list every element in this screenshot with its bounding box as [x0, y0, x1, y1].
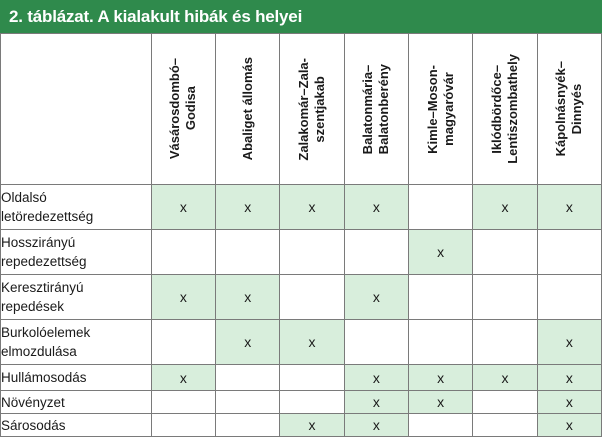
marked-cell: x [409, 230, 473, 275]
marked-cell: x [151, 185, 215, 230]
marked-cell: x [537, 320, 601, 365]
marked-cell: x [344, 365, 408, 391]
marked-cell: x [537, 391, 601, 414]
column-header [216, 34, 280, 185]
empty-cell [344, 320, 408, 365]
column-header [409, 34, 473, 185]
row-label: Keresztirányú repedések [1, 275, 152, 320]
marked-cell: x [344, 414, 408, 437]
row-label: Sárosodás [1, 414, 152, 437]
column-header-label: Kimle–Moson- magyaróvár [424, 64, 456, 154]
table-row [1, 391, 602, 414]
empty-cell [216, 391, 280, 414]
table-row [1, 230, 602, 275]
table-row [1, 320, 602, 365]
marked-cell: x [537, 185, 601, 230]
column-header-label: Balatonmária– Balatonberény [360, 63, 392, 155]
marked-cell: x [344, 185, 408, 230]
empty-cell [473, 320, 537, 365]
column-header [344, 34, 408, 185]
marked-cell: x [473, 185, 537, 230]
column-header [473, 34, 537, 185]
empty-cell [151, 391, 215, 414]
marked-cell: x [280, 320, 344, 365]
marked-cell: x [216, 320, 280, 365]
empty-cell [409, 185, 473, 230]
empty-cell [216, 365, 280, 391]
marked-cell: x [216, 275, 280, 320]
marked-cell: x [537, 365, 601, 391]
column-header-label: Iklódbördőce– Lentiszombathely [488, 54, 520, 164]
table-title: 2. táblázat. A kialakult hibák és helyei [0, 0, 602, 33]
column-header-label: Abaliget állomás [239, 57, 255, 161]
marked-cell: x [280, 414, 344, 437]
marked-cell: x [151, 275, 215, 320]
table-row [1, 365, 602, 391]
empty-cell [473, 391, 537, 414]
row-label: Oldalsó letöredezettség [1, 185, 152, 230]
empty-cell [151, 230, 215, 275]
column-header [280, 34, 344, 185]
empty-cell [473, 275, 537, 320]
marked-cell: x [151, 365, 215, 391]
corner-cell [1, 34, 152, 185]
empty-cell [280, 391, 344, 414]
table-row [1, 414, 602, 437]
row-label: Hosszirányú repedezettség [1, 230, 152, 275]
marked-cell: x [473, 365, 537, 391]
empty-cell [280, 230, 344, 275]
marked-cell: x [409, 391, 473, 414]
row-label: Növényzet [1, 391, 152, 414]
marked-cell: x [537, 414, 601, 437]
empty-cell [537, 230, 601, 275]
column-header [537, 34, 601, 185]
table-row [1, 275, 602, 320]
marked-cell: x [216, 185, 280, 230]
empty-cell [409, 414, 473, 437]
empty-cell [473, 414, 537, 437]
row-label: Hullámosodás [1, 365, 152, 391]
empty-cell [151, 414, 215, 437]
empty-cell [409, 275, 473, 320]
table-row [1, 185, 602, 230]
empty-cell [216, 414, 280, 437]
empty-cell [280, 275, 344, 320]
column-header-label: Vásárosdombó– Godisa [167, 58, 199, 160]
marked-cell: x [344, 391, 408, 414]
column-header-label: Zalakomár–Zala- szentjakab [296, 57, 328, 161]
marked-cell: x [280, 185, 344, 230]
empty-cell [344, 230, 408, 275]
column-header-label: Kápolnásnyék– Dinnyés [553, 61, 585, 157]
marked-cell: x [409, 365, 473, 391]
column-header [151, 34, 215, 185]
header-row [1, 34, 602, 185]
empty-cell [473, 230, 537, 275]
empty-cell [537, 275, 601, 320]
empty-cell [280, 365, 344, 391]
empty-cell [216, 230, 280, 275]
empty-cell [151, 320, 215, 365]
row-label: Burkolóelemek elmozdulása [1, 320, 152, 365]
marked-cell: x [344, 275, 408, 320]
empty-cell [409, 320, 473, 365]
defects-table [0, 33, 602, 437]
